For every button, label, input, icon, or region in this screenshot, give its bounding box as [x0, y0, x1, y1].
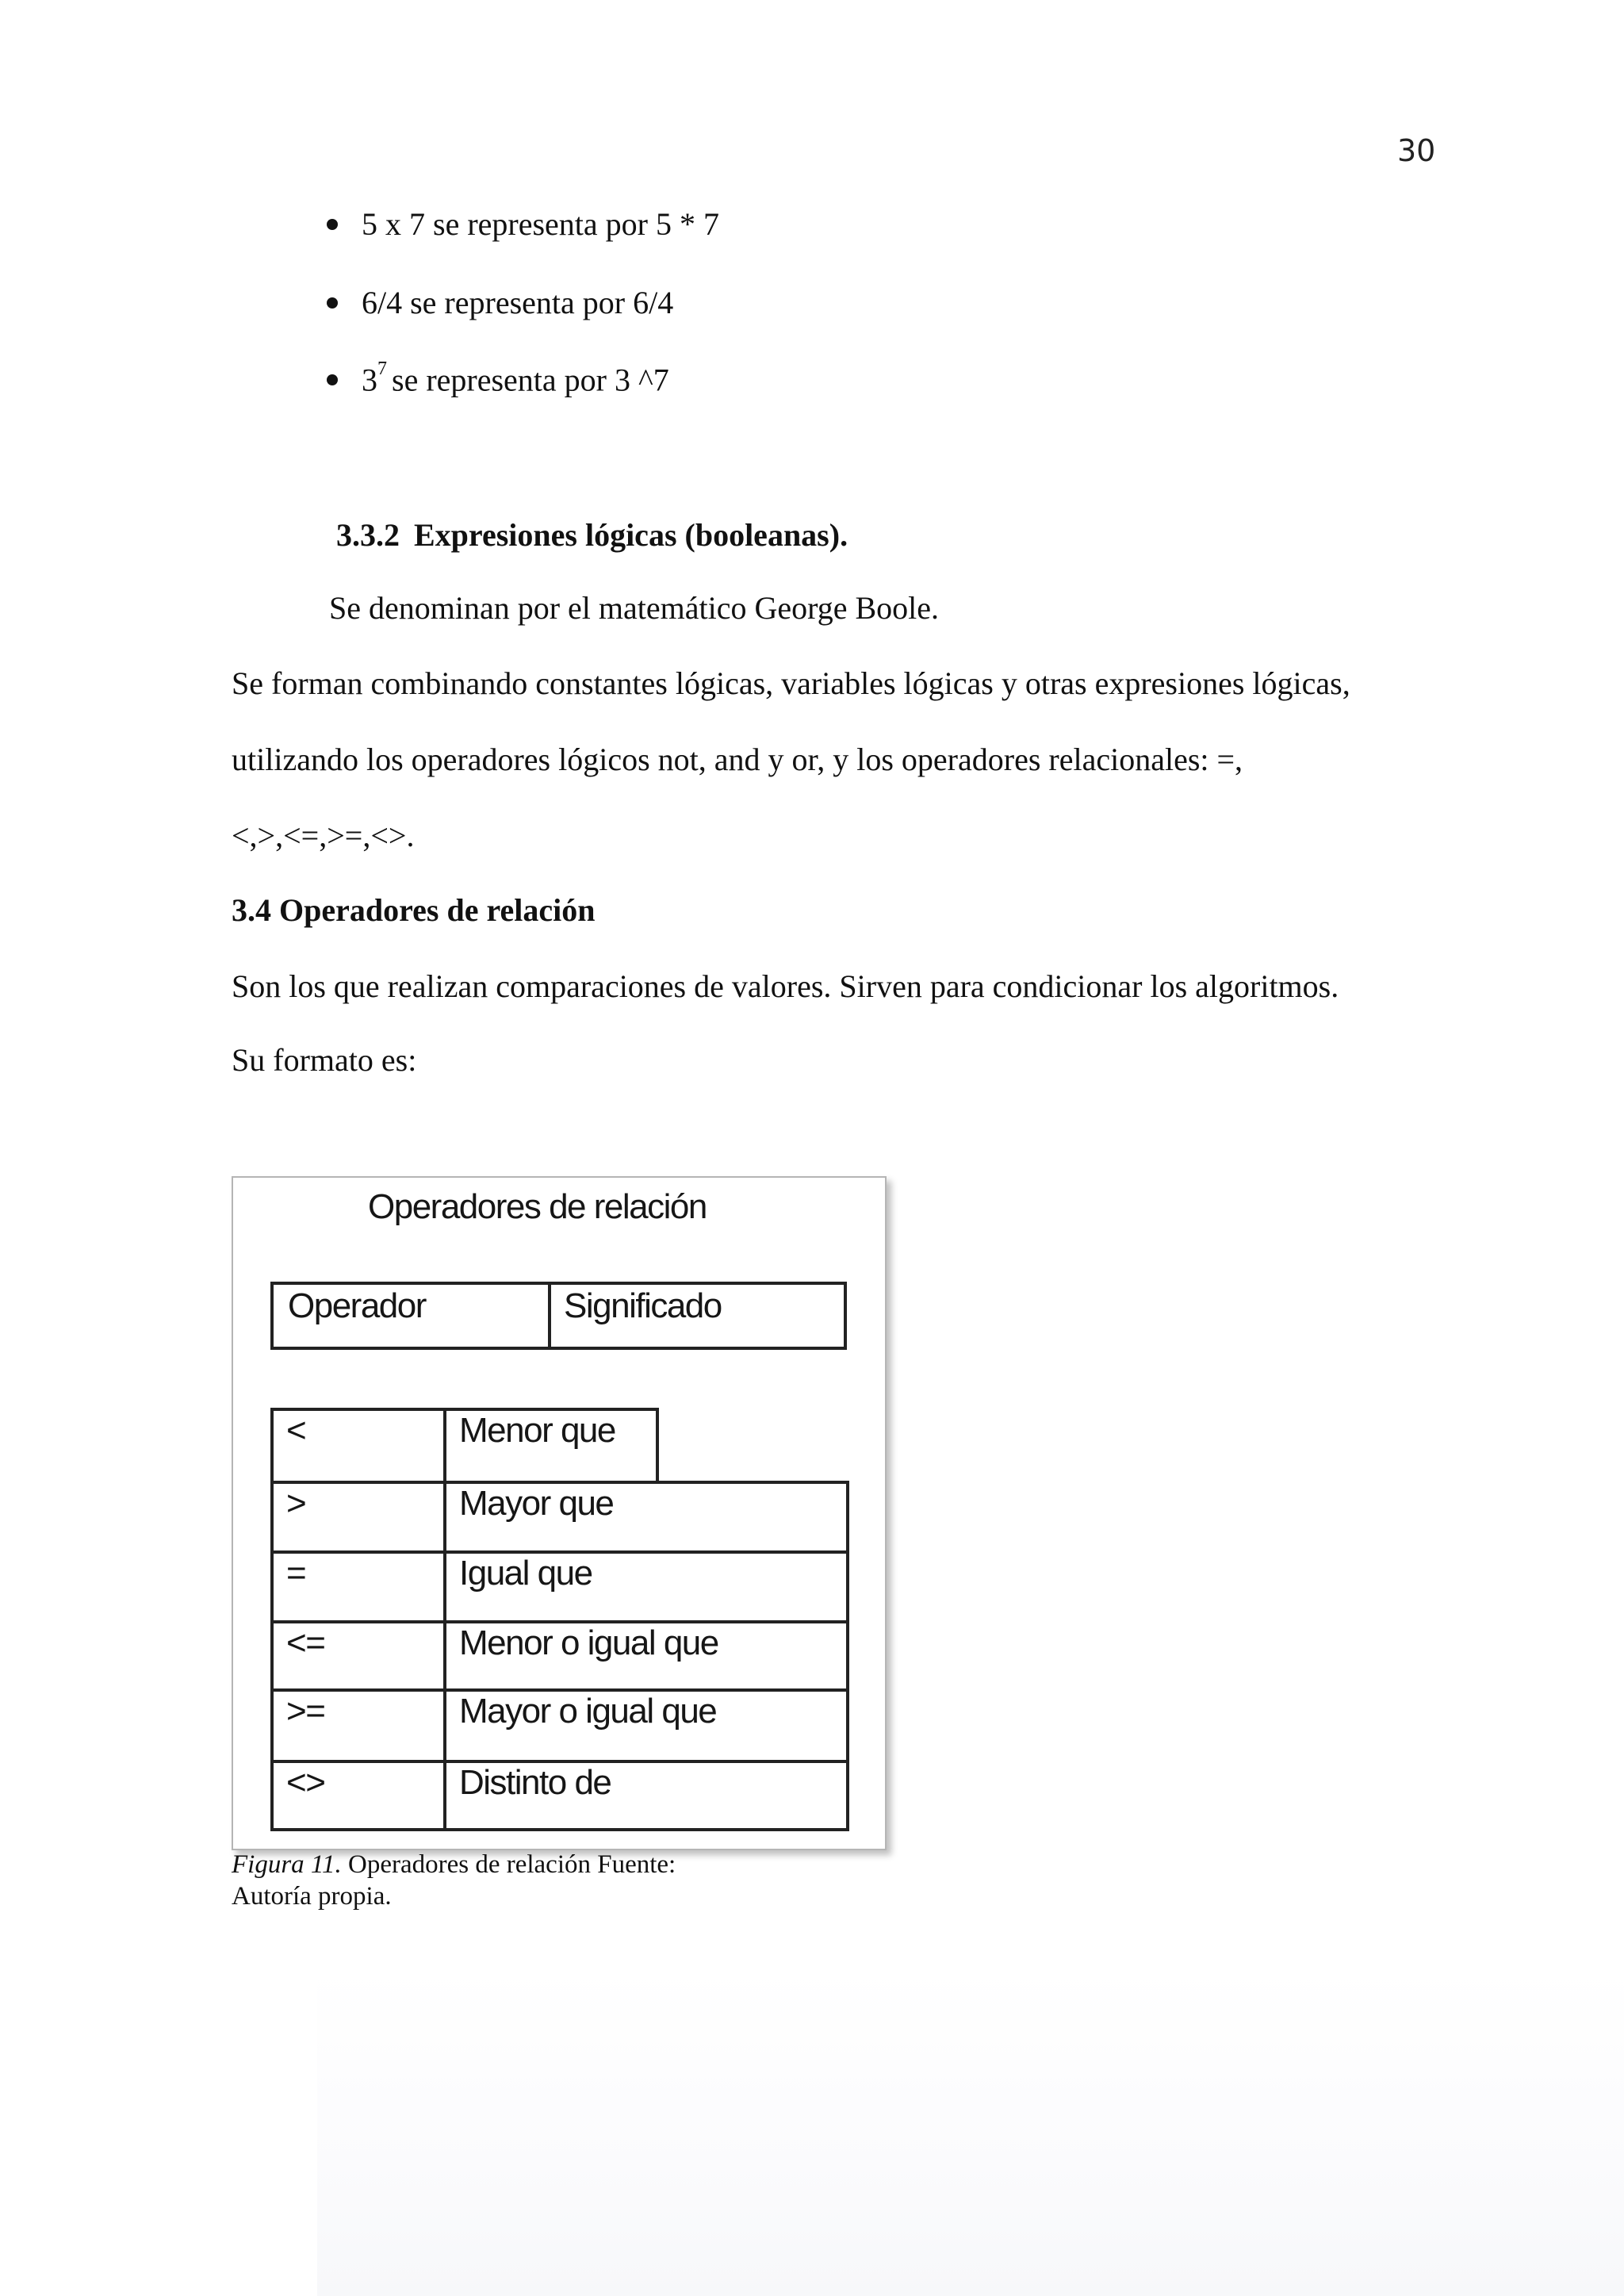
bullet-text: 6/4 se representa por 6/4 — [362, 285, 674, 320]
operator-cell: < — [286, 1411, 306, 1450]
bullet-exponent: 7 — [377, 358, 387, 379]
meaning-cell: Igual que — [459, 1554, 592, 1593]
section-title: Expresiones lógicas (booleanas). — [414, 517, 848, 553]
column-divider — [443, 1692, 446, 1760]
bullet-base: 3 — [362, 362, 377, 398]
meaning-cell: Distinto de — [459, 1763, 611, 1802]
column-divider — [443, 1554, 446, 1620]
bullet-item — [327, 287, 673, 319]
paragraph-line: Se forman combinando constantes lógicas, variables lógicas y otras expresiones lógicas, — [232, 665, 1350, 701]
header-operador: Operador — [288, 1286, 426, 1325]
column-divider — [443, 1411, 446, 1481]
table-row — [270, 1688, 849, 1763]
paragraph-line: Su formato es: — [232, 1042, 417, 1078]
column-divider — [443, 1484, 446, 1550]
bullet-item — [327, 206, 719, 242]
section-heading-3-3-2 — [336, 516, 848, 554]
table-row — [270, 1481, 849, 1554]
caption-text: Operadores de relación Fuente: — [341, 1850, 676, 1879]
figure-operadores-relacion — [232, 1176, 887, 1850]
table-row — [270, 1550, 849, 1623]
column-divider — [443, 1623, 446, 1688]
figure-table-header — [270, 1282, 847, 1350]
bullet-text: 5 x 7 se representa por 5 * 7 — [362, 206, 719, 242]
bullet-text: se representa por 3 ^7 — [392, 362, 669, 398]
operator-cell: <> — [286, 1763, 325, 1802]
meaning-cell: Menor que — [459, 1411, 615, 1450]
section-number: 3.3.2 — [336, 517, 400, 553]
page-background-shade — [317, 1967, 1624, 2296]
column-divider — [548, 1285, 551, 1347]
header-significado: Significado — [564, 1286, 722, 1325]
page-number: 30 — [1397, 133, 1436, 168]
bullet-item — [327, 358, 669, 398]
paragraph-boole: Se denominan por el matemático George Boole. — [329, 590, 940, 626]
caption-label: Figura 11. — [232, 1850, 342, 1879]
paragraph-line: utilizando los operadores lógicos not, and y or, y los operadores relacionales: =, — [232, 742, 1243, 777]
column-divider — [443, 1763, 446, 1828]
bullet-dot-icon — [327, 297, 338, 309]
meaning-cell: Mayor o igual que — [459, 1692, 717, 1731]
caption-text-line2: Autoría propia. — [232, 1882, 392, 1911]
operator-cell: >= — [286, 1692, 325, 1731]
bullet-dot-icon — [327, 374, 338, 385]
table-row — [270, 1760, 849, 1831]
bullet-dot-icon — [327, 219, 338, 230]
paragraph-line: Son los que realizan comparaciones de valores. Sirven para condicionar los algoritmos. — [232, 968, 1339, 1004]
paragraph-line: <,>,<=,>=,<>. — [232, 818, 415, 853]
operator-cell: <= — [286, 1623, 325, 1662]
table-row — [270, 1620, 849, 1692]
table-row — [270, 1408, 659, 1484]
figure-title: Operadores de relación — [368, 1187, 707, 1226]
section-heading-3-4: 3.4 Operadores de relación — [232, 892, 596, 928]
operator-cell: > — [286, 1484, 306, 1523]
meaning-cell: Menor o igual que — [459, 1623, 718, 1662]
operator-cell: = — [286, 1554, 306, 1593]
meaning-cell: Mayor que — [459, 1484, 614, 1523]
figure-caption — [232, 1849, 676, 1912]
